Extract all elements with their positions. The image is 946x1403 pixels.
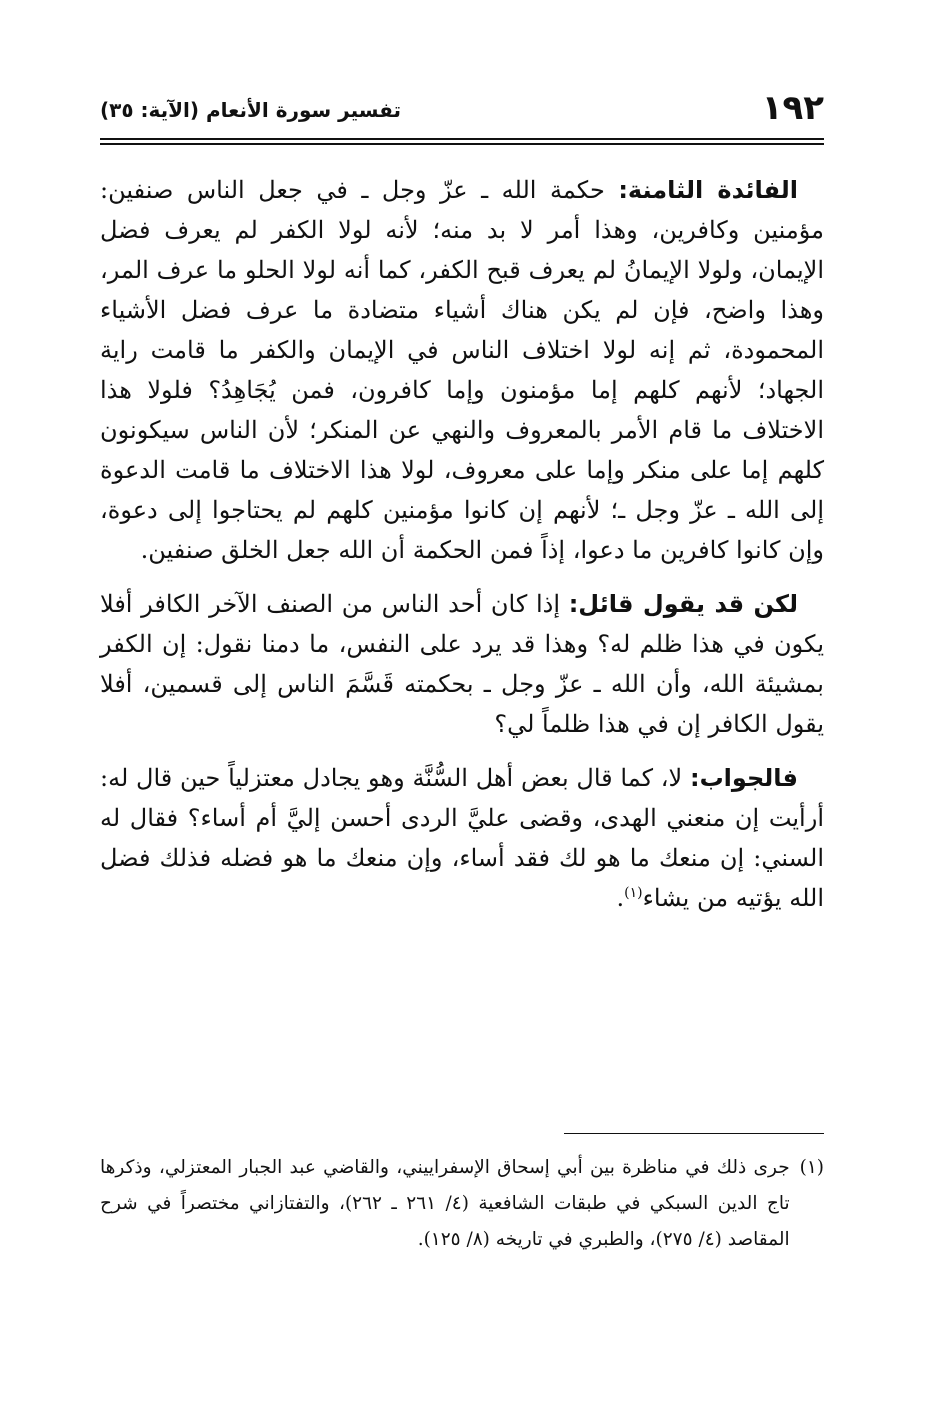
running-header [100, 88, 824, 132]
footnotes [100, 1150, 824, 1258]
page-number: ١٩٢ [761, 88, 824, 128]
paragraph-text: إذا كان أحد الناس من الصنف الآخر الكافر أفلا يكون في هذا ظلم له؟ وهذا قد يرد على النفس، ما دمنا نقول: إن الكفر بمشيئة الله، وأن الله ـ عزّ وجل ـ بحكمته قَسَّمَ الناس إلى قسمين، أفلا يقول الكافر إن في هذا ظلماً لي؟ [100, 590, 824, 738]
footnote-item [100, 1150, 824, 1258]
paragraph-tail: . [616, 884, 625, 912]
running-title: تفسير سورة الأنعام (الآية: ٣٥) [100, 98, 402, 122]
body-text [100, 170, 824, 932]
footnote-reference[interactable]: (١) [624, 885, 643, 901]
paragraph-answer [100, 758, 824, 918]
paragraph-objection [100, 584, 824, 744]
paragraph-eighth-benefit [100, 170, 824, 570]
paragraph-lead: فالجواب: [689, 764, 798, 792]
paragraph-lead: لكن قد يقول قائل: [568, 590, 799, 618]
footnote-separator [564, 1133, 824, 1134]
footnote-marker: (١) [799, 1157, 824, 1178]
footnote-text: جرى ذلك في مناظرة بين أبي إسحاق الإسفراييني، والقاضي عبد الجبار المعتزلي، وذكرها تاج الدين السبكي في طبقات الشافعية (٤/ ٢٦١ ـ ٢٦٢)، والتفتازاني مختصراً في شرح المقاصد (٤/ ٢٧٥)، والطبري في تاريخه (٨/ ١٢٥). [100, 1157, 790, 1250]
paragraph-lead: الفائدة الثامنة: [618, 176, 798, 204]
paragraph-text: حكمة الله ـ عزّ وجل ـ في جعل الناس صنفين: مؤمنين وكافرين، وهذا أمر لا بد منه؛ لأنه لولا الكفر لم يعرف فضل الإيمان، ولولا الإيمانُ لم يعرف قبح الكفر، كما أنه لولا الحلو ما عرف المر، وهذا واضح، فإن لم يكن هناك أشياء متضادة ما عرف فضل الأشياء المحمودة، ثم إنه لولا اختلاف الناس في الإيمان والكفر ما قامت راية الجهاد؛ لأنهم كلهم إما مؤمنون وإما كافرون، فمن يُجَاهِدُ؟ فلولا هذا الاختلاف ما قام الأمر بالمعروف والنهي عن المنكر؛ لأن الناس سيكونون كلهم إما على منكر وإما على معروف، لولا هذا الاختلاف ما قامت الدعوة إلى الله ـ عزّ وجل ـ؛ لأنهم إن كانوا مؤمنين كلهم لم يحتاجوا إلى دعوة، وإن كانوا كافرين ما دعوا، إذاً فمن الحكمة أن الله جعل الخلق صنفين. [100, 176, 824, 564]
header-rule-bottom [100, 143, 824, 145]
header-rule-top [100, 138, 824, 140]
paragraph-text: لا، كما قال بعض أهل السُّنَّة وهو يجادل معتزلياً حين قال له: أرأيت إن منعني الهدى، وقضى عليَّ الردى أحسن إليَّ أم أساء؟ فقال له السني: إن منعك ما هو لك فقد أساء، وإن منعك ما هو فضله فذلك فضل الله يؤتيه من يشاء [100, 764, 824, 912]
